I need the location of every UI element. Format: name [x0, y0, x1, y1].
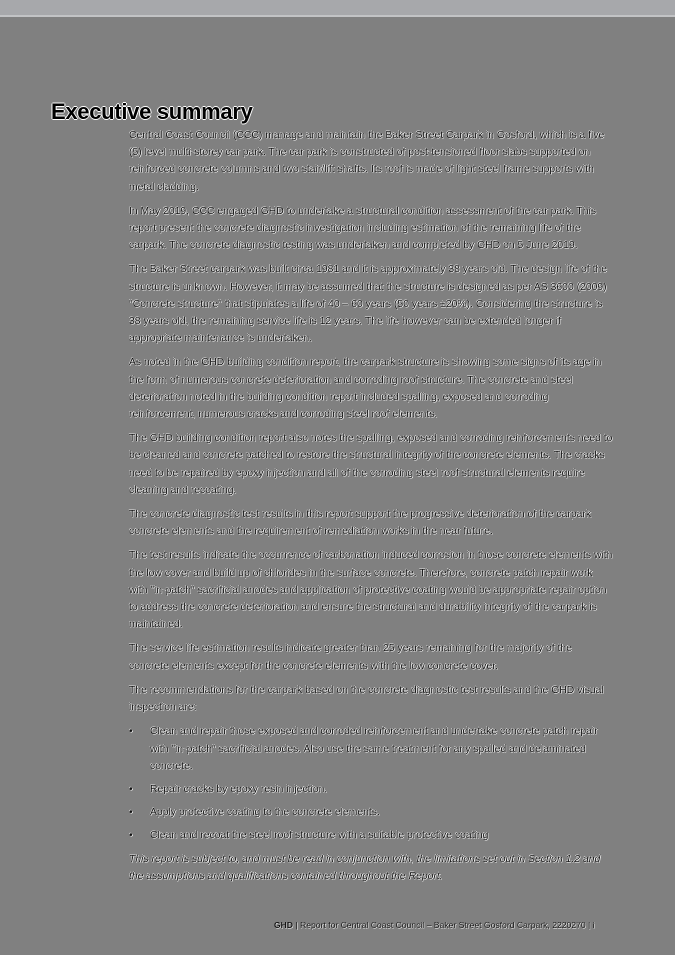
- paragraph: The concrete diagnostic test results in this report support the progressive deterioration of the carpark concrete elements and the requirement of remediation works in the near future.: [129, 509, 592, 538]
- footer-brand: GHD: [274, 920, 294, 930]
- paragraph: As noted in the GHD building condition report, the carpark structure is showing some signs of its age in the form of numerous concrete deterioration and corroding roof structure. The concrete and steel deterioration noted in the building condition report included spalling, exposed and corroding reinforcement, numerous cracks and corroding steel roof elements.: [129, 357, 602, 421]
- list-item-text: Apply protective coating to the concrete elements.: [150, 807, 380, 819]
- bullet-icon: •: [129, 807, 133, 819]
- paragraph: In May 2019, CCC engaged GHD to undertake a structural condition assessment of the car park. This report present the concrete diagnostic investigation including estimation of the remaining life of the carpark. The concrete diagnostic testing was undertaken and completed by GHD on 5 June 2019.: [129, 205, 597, 252]
- page-footer: [274, 920, 595, 930]
- paragraph: Central Coast Council (CCC) manage and maintain the Baker Street Carpark in Gosford, which is a five (5) level multi-storey car park. The car park is constructed of post-tensioned floor slabs supported on reinforced concrete columns and two stair/lift shafts. Its roof is made of light steel frame supports with metal cladding.: [129, 130, 605, 193]
- footer-separator: |: [585, 920, 593, 930]
- viewer-toolbar: [0, 0, 675, 17]
- paragraph: The GHD building condition report also notes the spalling, exposed and corroding reinforcements need to be cleaned and concrete patched to restore the structural integrity of the concrete elements. The cracks need to be repaired by epoxy injection and all of the corroding steel roof structural elements require cleaning and recoating.: [129, 433, 613, 496]
- bullet-icon: •: [129, 830, 133, 842]
- paragraph: The service life estimation results indicate greater than 25 years remaining for the majority of the concrete elements except for the concrete elements with the low concrete cover.: [129, 643, 572, 672]
- list-item: [129, 781, 613, 798]
- bullet-icon: •: [129, 783, 133, 795]
- bullet-icon: •: [129, 726, 133, 738]
- list-item-text: Repair cracks by epoxy resin injection.: [150, 783, 328, 795]
- document-body: [129, 127, 613, 892]
- paragraph: The recommendations for the carpark based on the concrete diagnostic test results and the GHD visual inspection are:: [129, 684, 604, 714]
- paragraph: The Baker Street carpark was built circa 1981 and it is approximately 38 years old. The design life of the structure is unknown. However, it may be assumed that the structure is designed as per AS 3600 (2009) "Concrete structure" that stipulates a life of 40 – 60 years (50 years ±20%). Considering the structure is 38 years old, the remaining service life is 12 years. The life however can be extended longer if appropriate maintenance is undertaken.: [129, 264, 608, 345]
- list-item-text: Clean and repair those exposed and corroded reinforcement and undertake concrete patch repair with "in-patch" sacrificial anodes. Also use the same treatment for any spalled and delaminated concrete.: [150, 726, 598, 772]
- footer-text: Report for Central Coast Council – Baker Street Gosford Carpark, 2220270: [300, 920, 586, 930]
- paragraph: The test results indicate the occurrence of carbonation induced corrosion in those concrete elements with the low cover and build up of chlorides in the surface concrete. Therefore, concrete patch repair work with "in-patch" sacrificial anodes and application of protective coating would be appropriate repair option to address the concrete deterioration and ensure the structural and durability integrity of the carpark is maintained.: [129, 550, 613, 631]
- list-item: [129, 723, 613, 775]
- page-title: Executive summary: [51, 98, 253, 124]
- list-item: [129, 827, 613, 844]
- list-item: [129, 804, 613, 821]
- footer-separator: |: [293, 920, 301, 930]
- recommendations-list: [129, 723, 613, 844]
- page-number: i: [592, 920, 595, 930]
- list-item-text: Clean and recoat the steel roof structure with a suitable protective coating: [150, 830, 489, 842]
- disclaimer: This report is subject to, and must be read in conjunction with, the limitations set out in Section 1.2 and the assumptions and qualifications contained throughout the Report.: [129, 853, 601, 882]
